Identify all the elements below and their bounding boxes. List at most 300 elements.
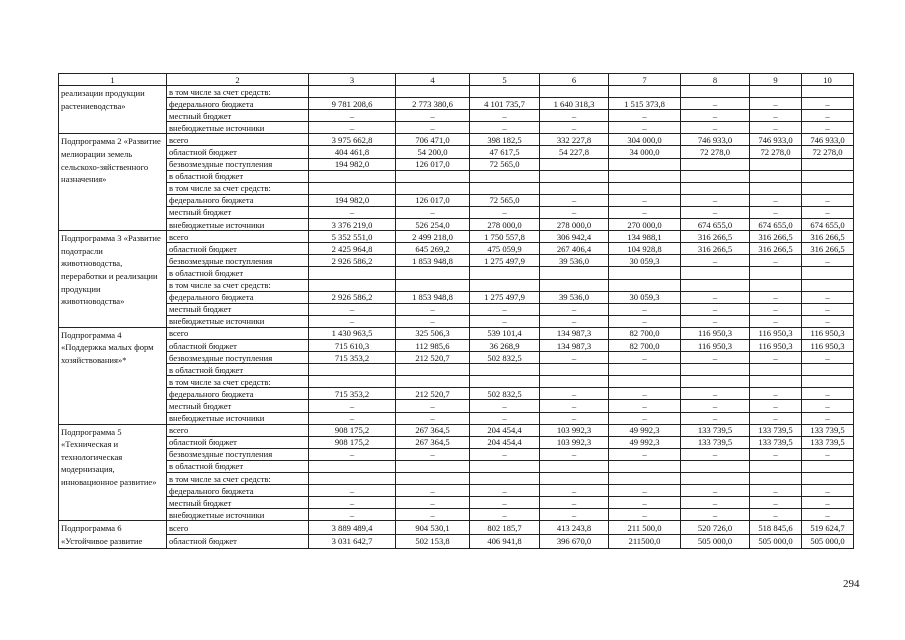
funding-source-cell: всего — [167, 521, 309, 535]
amount-cell: – — [609, 412, 681, 424]
amount-cell: – — [540, 110, 609, 122]
amount-cell: – — [396, 122, 470, 134]
subprogram-name: реализации продукции растениеводства» — [59, 86, 167, 134]
amount-cell: 715 610,3 — [309, 339, 396, 351]
amount-cell: 706 471,0 — [396, 134, 470, 146]
amount-cell — [609, 182, 681, 194]
amount-cell: 133 739,5 — [681, 424, 750, 436]
header-cell: 1 — [59, 74, 167, 86]
amount-cell — [802, 460, 854, 472]
amount-cell: 502 832,5 — [470, 388, 540, 400]
amount-cell: 2 773 380,6 — [396, 98, 470, 110]
amount-cell: – — [681, 194, 750, 206]
amount-cell — [540, 86, 609, 98]
funding-source-cell: местный бюджет — [167, 303, 309, 315]
amount-cell: 802 185,7 — [470, 521, 540, 535]
amount-cell — [396, 86, 470, 98]
amount-cell: 49 992,3 — [609, 424, 681, 436]
amount-cell: – — [470, 509, 540, 521]
table-row — [59, 509, 854, 521]
amount-cell: 325 506,3 — [396, 327, 470, 339]
amount-cell: – — [750, 194, 802, 206]
amount-cell: 212 520,7 — [396, 388, 470, 400]
amount-cell: – — [750, 98, 802, 110]
amount-cell: – — [609, 122, 681, 134]
amount-cell: – — [802, 315, 854, 327]
amount-cell: 2 926 586,2 — [309, 291, 396, 303]
amount-cell: – — [750, 122, 802, 134]
amount-cell — [609, 86, 681, 98]
funding-source-cell: всего — [167, 327, 309, 339]
amount-cell: – — [470, 485, 540, 497]
amount-cell: – — [396, 400, 470, 412]
funding-source-cell: внебюджетные источники — [167, 412, 309, 424]
amount-cell — [609, 170, 681, 182]
amount-cell: – — [681, 400, 750, 412]
table-row — [59, 339, 854, 351]
amount-cell: – — [540, 352, 609, 364]
amount-cell: – — [681, 255, 750, 267]
amount-cell: – — [540, 497, 609, 509]
table-row — [59, 231, 854, 243]
amount-cell: – — [540, 388, 609, 400]
amount-cell: – — [802, 255, 854, 267]
subprogram-name: Подпрограмма 3 «Развитие подотрасли животноводства, переработки и реализации продукции животноводства» — [59, 231, 167, 328]
amount-cell — [681, 279, 750, 291]
amount-cell — [470, 473, 540, 485]
amount-cell: 116 950,3 — [681, 339, 750, 351]
amount-cell: 404 461,8 — [309, 146, 396, 158]
funding-source-cell: в том числе за счет средств: — [167, 279, 309, 291]
amount-cell — [750, 182, 802, 194]
amount-cell: – — [609, 485, 681, 497]
amount-cell — [309, 182, 396, 194]
amount-cell: – — [609, 194, 681, 206]
amount-cell — [802, 364, 854, 376]
amount-cell: – — [396, 303, 470, 315]
table-row — [59, 400, 854, 412]
amount-cell — [470, 460, 540, 472]
amount-cell — [681, 170, 750, 182]
amount-cell: – — [681, 509, 750, 521]
amount-cell: 39 536,0 — [540, 255, 609, 267]
amount-cell — [802, 267, 854, 279]
amount-cell: 674 655,0 — [750, 219, 802, 231]
amount-cell: – — [396, 315, 470, 327]
table-row — [59, 327, 854, 339]
amount-cell: – — [396, 412, 470, 424]
table-row — [59, 473, 854, 485]
table-row — [59, 534, 854, 548]
amount-cell: – — [540, 315, 609, 327]
table-row — [59, 279, 854, 291]
amount-cell: 116 950,3 — [802, 327, 854, 339]
amount-cell: 4 101 735,7 — [470, 98, 540, 110]
amount-cell — [802, 182, 854, 194]
amount-cell: – — [802, 122, 854, 134]
amount-cell: – — [309, 315, 396, 327]
amount-cell: – — [802, 485, 854, 497]
header-cell: 6 — [540, 74, 609, 86]
amount-cell — [681, 376, 750, 388]
funding-source-cell: в областной бюджет — [167, 170, 309, 182]
amount-cell: – — [609, 448, 681, 460]
amount-cell: – — [802, 400, 854, 412]
amount-cell: 278 000,0 — [540, 219, 609, 231]
amount-cell: 49 992,3 — [609, 436, 681, 448]
funding-source-cell: федерального бюджета — [167, 388, 309, 400]
amount-cell — [802, 86, 854, 98]
amount-cell: – — [309, 122, 396, 134]
amount-cell: 194 982,0 — [309, 194, 396, 206]
amount-cell: 134 987,3 — [540, 327, 609, 339]
funding-source-cell: внебюджетные источники — [167, 219, 309, 231]
amount-cell: 72 278,0 — [681, 146, 750, 158]
amount-cell — [540, 158, 609, 170]
amount-cell — [309, 279, 396, 291]
amount-cell: 30 059,3 — [609, 291, 681, 303]
amount-cell: 1 430 963,5 — [309, 327, 396, 339]
amount-cell: 116 950,3 — [750, 339, 802, 351]
amount-cell: – — [309, 206, 396, 218]
amount-cell: – — [681, 448, 750, 460]
amount-cell: – — [396, 497, 470, 509]
header-cell: 3 — [309, 74, 396, 86]
amount-cell — [396, 170, 470, 182]
header-row — [59, 74, 854, 86]
amount-cell: – — [609, 388, 681, 400]
table-row — [59, 364, 854, 376]
amount-cell: 54 227,8 — [540, 146, 609, 158]
amount-cell: 3 376 219,0 — [309, 219, 396, 231]
amount-cell: 316 266,5 — [681, 243, 750, 255]
amount-cell: – — [750, 206, 802, 218]
amount-cell: – — [802, 448, 854, 460]
amount-cell: – — [681, 206, 750, 218]
amount-cell: 72 278,0 — [802, 146, 854, 158]
amount-cell: 316 266,5 — [802, 243, 854, 255]
table-row — [59, 352, 854, 364]
table-row — [59, 497, 854, 509]
amount-cell: 746 933,0 — [681, 134, 750, 146]
amount-cell: 304 000,0 — [609, 134, 681, 146]
amount-cell — [750, 473, 802, 485]
amount-cell: – — [802, 303, 854, 315]
funding-source-cell: местный бюджет — [167, 206, 309, 218]
amount-cell — [470, 364, 540, 376]
amount-cell: – — [750, 448, 802, 460]
funding-source-cell: внебюджетные источники — [167, 122, 309, 134]
page-number: 294 — [843, 578, 860, 590]
table-row — [59, 303, 854, 315]
amount-cell — [802, 473, 854, 485]
amount-cell: 475 059,9 — [470, 243, 540, 255]
amount-cell: – — [750, 509, 802, 521]
amount-cell: – — [750, 303, 802, 315]
amount-cell: 212 520,7 — [396, 352, 470, 364]
header-cell: 7 — [609, 74, 681, 86]
amount-cell: 505 000,0 — [802, 534, 854, 548]
header-cell: 8 — [681, 74, 750, 86]
amount-cell — [750, 460, 802, 472]
table-row — [59, 170, 854, 182]
amount-cell: 316 266,5 — [802, 231, 854, 243]
amount-cell: 72 565,0 — [470, 194, 540, 206]
amount-cell: – — [802, 291, 854, 303]
amount-cell — [309, 267, 396, 279]
amount-cell — [681, 473, 750, 485]
amount-cell — [309, 376, 396, 388]
amount-cell: 133 739,5 — [681, 436, 750, 448]
amount-cell: – — [540, 485, 609, 497]
amount-cell: 505 000,0 — [681, 534, 750, 548]
amount-cell: 278 000,0 — [470, 219, 540, 231]
funding-source-cell: федерального бюджета — [167, 98, 309, 110]
amount-cell: 519 624,7 — [802, 521, 854, 535]
table-row — [59, 460, 854, 472]
funding-source-cell: местный бюджет — [167, 400, 309, 412]
table-row — [59, 206, 854, 218]
amount-cell — [802, 170, 854, 182]
funding-source-cell: федерального бюджета — [167, 194, 309, 206]
amount-cell: 2 926 586,2 — [309, 255, 396, 267]
funding-source-cell: в областной бюджет — [167, 267, 309, 279]
amount-cell — [396, 460, 470, 472]
table-row — [59, 182, 854, 194]
amount-cell: – — [802, 509, 854, 521]
amount-cell: 5 352 551,0 — [309, 231, 396, 243]
amount-cell — [750, 364, 802, 376]
funding-source-cell: в областной бюджет — [167, 460, 309, 472]
header-cell: 9 — [750, 74, 802, 86]
amount-cell — [540, 170, 609, 182]
amount-cell: – — [750, 400, 802, 412]
amount-cell: 103 992,3 — [540, 436, 609, 448]
amount-cell: 9 781 208,6 — [309, 98, 396, 110]
amount-cell: – — [802, 98, 854, 110]
subprogram-name: Подпрограмма 4 «Поддержка малых форм хозяйствования»* — [59, 327, 167, 424]
amount-cell: 133 739,5 — [802, 436, 854, 448]
funding-source-cell: местный бюджет — [167, 497, 309, 509]
funding-source-cell: всего — [167, 424, 309, 436]
amount-cell — [540, 279, 609, 291]
amount-cell: – — [609, 110, 681, 122]
amount-cell: 204 454,4 — [470, 424, 540, 436]
amount-cell — [470, 182, 540, 194]
amount-cell — [309, 364, 396, 376]
amount-cell: 104 928,8 — [609, 243, 681, 255]
funding-source-cell: областной бюджет — [167, 243, 309, 255]
amount-cell — [609, 376, 681, 388]
table-row — [59, 315, 854, 327]
funding-source-cell: в областной бюджет — [167, 364, 309, 376]
amount-cell: 267 406,4 — [540, 243, 609, 255]
amount-cell: 1 853 948,8 — [396, 291, 470, 303]
table-row — [59, 485, 854, 497]
amount-cell: 194 982,0 — [309, 158, 396, 170]
amount-cell: 2 425 964,8 — [309, 243, 396, 255]
amount-cell — [470, 86, 540, 98]
amount-cell: – — [470, 315, 540, 327]
amount-cell — [681, 364, 750, 376]
amount-cell: 116 950,3 — [681, 327, 750, 339]
amount-cell: 116 950,3 — [750, 327, 802, 339]
funding-source-cell: местный бюджет — [167, 110, 309, 122]
funding-source-cell: всего — [167, 231, 309, 243]
amount-cell — [681, 182, 750, 194]
table-row — [59, 521, 854, 535]
amount-cell: 34 000,0 — [609, 146, 681, 158]
subprogram-name: Подпрограмма 5 «Техническая и технологическая модернизация, инновационное развитие» — [59, 424, 167, 521]
amount-cell — [750, 376, 802, 388]
amount-cell: – — [396, 509, 470, 521]
amount-cell: – — [540, 509, 609, 521]
amount-cell: 211500,0 — [609, 534, 681, 548]
amount-cell: – — [540, 412, 609, 424]
amount-cell: 520 726,0 — [681, 521, 750, 535]
amount-cell: – — [609, 315, 681, 327]
amount-cell: 30 059,3 — [609, 255, 681, 267]
header-cell: 2 — [167, 74, 309, 86]
amount-cell: – — [681, 412, 750, 424]
amount-cell: 1 640 318,3 — [540, 98, 609, 110]
amount-cell: – — [750, 412, 802, 424]
amount-cell — [750, 267, 802, 279]
amount-cell: 746 933,0 — [802, 134, 854, 146]
budget-table — [58, 73, 854, 549]
amount-cell — [750, 170, 802, 182]
amount-cell: 1 275 497,9 — [470, 291, 540, 303]
amount-cell — [309, 473, 396, 485]
amount-cell — [540, 267, 609, 279]
amount-cell: – — [681, 122, 750, 134]
amount-cell: – — [470, 122, 540, 134]
table-row — [59, 412, 854, 424]
amount-cell — [470, 376, 540, 388]
amount-cell: – — [540, 303, 609, 315]
funding-source-cell: внебюджетные источники — [167, 315, 309, 327]
amount-cell — [609, 473, 681, 485]
amount-cell: 39 536,0 — [540, 291, 609, 303]
amount-cell: – — [309, 485, 396, 497]
amount-cell: – — [681, 303, 750, 315]
table-row — [59, 110, 854, 122]
amount-cell: – — [609, 303, 681, 315]
amount-cell: – — [802, 110, 854, 122]
amount-cell: 526 254,0 — [396, 219, 470, 231]
amount-cell: – — [540, 206, 609, 218]
amount-cell: 2 499 218,0 — [396, 231, 470, 243]
amount-cell: – — [396, 206, 470, 218]
amount-cell: – — [802, 352, 854, 364]
amount-cell: 715 353,2 — [309, 388, 396, 400]
table-row — [59, 146, 854, 158]
amount-cell: – — [470, 412, 540, 424]
amount-cell: – — [802, 497, 854, 509]
funding-source-cell: безвозмездные поступления — [167, 448, 309, 460]
amount-cell — [609, 267, 681, 279]
amount-cell: 267 364,5 — [396, 424, 470, 436]
amount-cell: 82 700,0 — [609, 339, 681, 351]
amount-cell — [396, 473, 470, 485]
amount-cell — [396, 182, 470, 194]
amount-cell: 112 985,6 — [396, 339, 470, 351]
amount-cell: – — [309, 448, 396, 460]
amount-cell — [750, 279, 802, 291]
table-row — [59, 243, 854, 255]
funding-source-cell: федерального бюджета — [167, 485, 309, 497]
amount-cell — [309, 86, 396, 98]
amount-cell: 746 933,0 — [750, 134, 802, 146]
amount-cell: – — [609, 497, 681, 509]
amount-cell: – — [802, 388, 854, 400]
amount-cell: 539 101,4 — [470, 327, 540, 339]
amount-cell — [681, 460, 750, 472]
amount-cell — [681, 267, 750, 279]
amount-cell — [540, 460, 609, 472]
amount-cell: 133 739,5 — [802, 424, 854, 436]
funding-source-cell: в том числе за счет средств: — [167, 376, 309, 388]
table-row — [59, 122, 854, 134]
amount-cell: 116 950,3 — [802, 339, 854, 351]
table-row — [59, 158, 854, 170]
amount-cell: 502 832,5 — [470, 352, 540, 364]
amount-cell — [681, 158, 750, 170]
amount-cell: 332 227,8 — [540, 134, 609, 146]
amount-cell: – — [681, 110, 750, 122]
amount-cell — [309, 460, 396, 472]
amount-cell — [609, 158, 681, 170]
amount-cell — [802, 158, 854, 170]
header-cell: 4 — [396, 74, 470, 86]
amount-cell: 54 200,0 — [396, 146, 470, 158]
subprogram-name: Подпрограмма 6 «Устойчивое развитие — [59, 521, 167, 548]
amount-cell — [609, 279, 681, 291]
table-row — [59, 424, 854, 436]
header-cell: 5 — [470, 74, 540, 86]
amount-cell: – — [750, 110, 802, 122]
funding-source-cell: областной бюджет — [167, 436, 309, 448]
amount-cell: – — [309, 303, 396, 315]
amount-cell: 72 278,0 — [750, 146, 802, 158]
amount-cell: 103 992,3 — [540, 424, 609, 436]
amount-cell — [396, 267, 470, 279]
amount-cell: 396 670,0 — [540, 534, 609, 548]
amount-cell: – — [396, 485, 470, 497]
funding-source-cell: внебюджетные источники — [167, 509, 309, 521]
amount-cell: – — [681, 291, 750, 303]
amount-cell — [802, 376, 854, 388]
amount-cell — [802, 279, 854, 291]
amount-cell: – — [309, 509, 396, 521]
amount-cell: – — [681, 485, 750, 497]
amount-cell: – — [309, 110, 396, 122]
table-row — [59, 291, 854, 303]
amount-cell: 134 987,3 — [540, 339, 609, 351]
amount-cell: 316 266,5 — [681, 231, 750, 243]
amount-cell: – — [540, 194, 609, 206]
amount-cell: – — [470, 303, 540, 315]
table-row — [59, 86, 854, 98]
amount-cell: – — [750, 388, 802, 400]
amount-cell: – — [802, 412, 854, 424]
table-row — [59, 448, 854, 460]
amount-cell: 134 988,1 — [609, 231, 681, 243]
amount-cell: 133 739,5 — [750, 436, 802, 448]
funding-source-cell: в том числе за счет средств: — [167, 473, 309, 485]
amount-cell: – — [540, 448, 609, 460]
amount-cell: – — [470, 497, 540, 509]
